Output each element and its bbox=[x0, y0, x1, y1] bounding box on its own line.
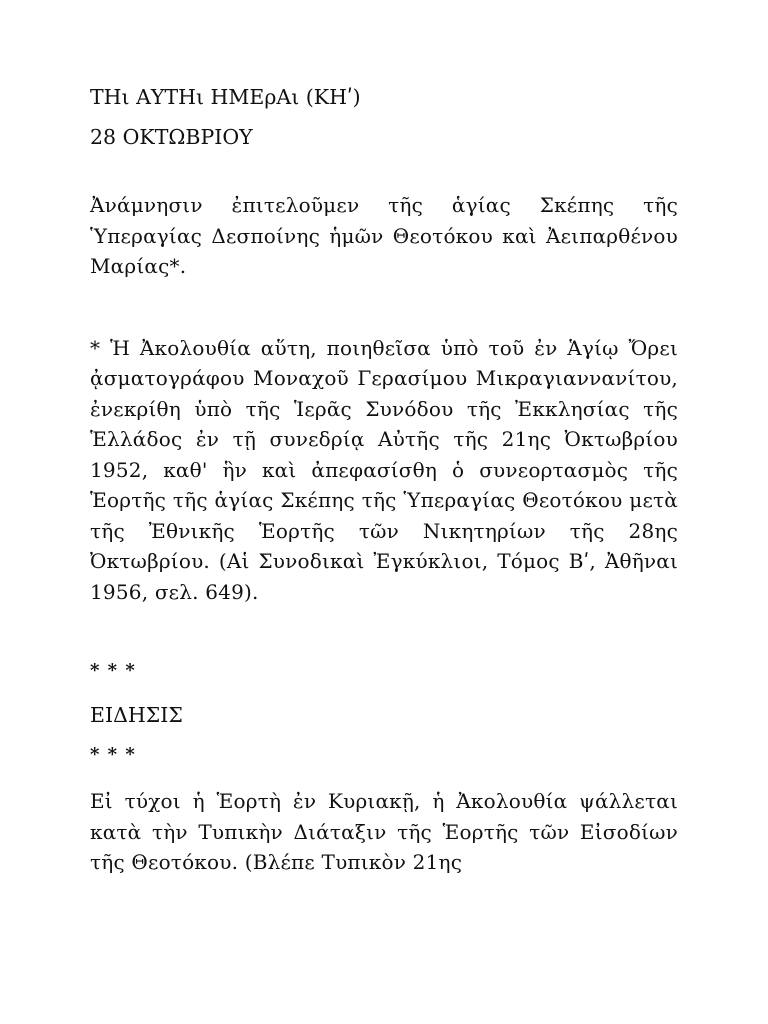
separator-stars: * * * bbox=[90, 660, 136, 681]
separator-stars: * * * bbox=[90, 744, 136, 765]
intro-paragraph: Ἀνάμνησιν ἐπιτελοῦμεν τῆς ἁγίας Σκέπης τῆς Ὑπεραγίας Δεσποίνης ἡμῶν Θεοτόκου καὶ Ἀειπαρθένου Μαρίας*. bbox=[90, 193, 678, 278]
title-date: 28 ΟΚΤΩΒΡΙΟΥ bbox=[90, 125, 253, 149]
document-page bbox=[90, 80, 678, 878]
notice-paragraph: Εἰ τύχοι ἡ Ἑορτὴ ἐν Κυριακῇ, ἡ Ἀκολουθία ψάλλεται κατὰ τὴν Τυπικὴν Διάταξιν τῆς Ἑορτῆς τῶν Εἰσοδίων τῆς Θεοτόκου. (Βλέπε Τυπικὸν 21ης bbox=[90, 789, 678, 874]
title-day: ΤΗι ΑΥΤΗι ΗΜΕρΑι (ΚΗʹ) bbox=[90, 85, 361, 109]
footnote-paragraph: * Ἡ Ἀκολουθία αὕτη, ποιηθεῖσα ὑπὸ τοῦ ἐν Ἁγίῳ Ὄρει ᾀσματογράφου Μοναχοῦ Γερασίμου Μικραγιαννανίτου, ἐνεκρίθη ὑπὸ τῆς Ἱερᾶς Συνόδου τῆς Ἐκκλησίας τῆς Ἑλλάδος ἐν τῇ συνεδρίᾳ Αὐτῆς τῆς 21ης Ὀκτωβρίου 1952, καθ' ἣν καὶ ἀπεφασίσθη ὁ συνεορτασμὸς τῆς Ἑορτῆς τῆς ἁγίας Σκέπης τῆς Ὑπεραγίας Θεοτόκου μετὰ τῆς Ἐθνικῆς Ἑορτῆς τῶν Νικητηρίων τῆς 28ης Ὀκτωβρίου. (Αἱ Συνοδικαὶ Ἐγκύκλιοι, Τόμος Βʹ, Ἀθῆναι 1956, σελ. 649). bbox=[90, 335, 678, 604]
notice-title: ΕΙΔΗΣΙΣ bbox=[90, 703, 183, 727]
